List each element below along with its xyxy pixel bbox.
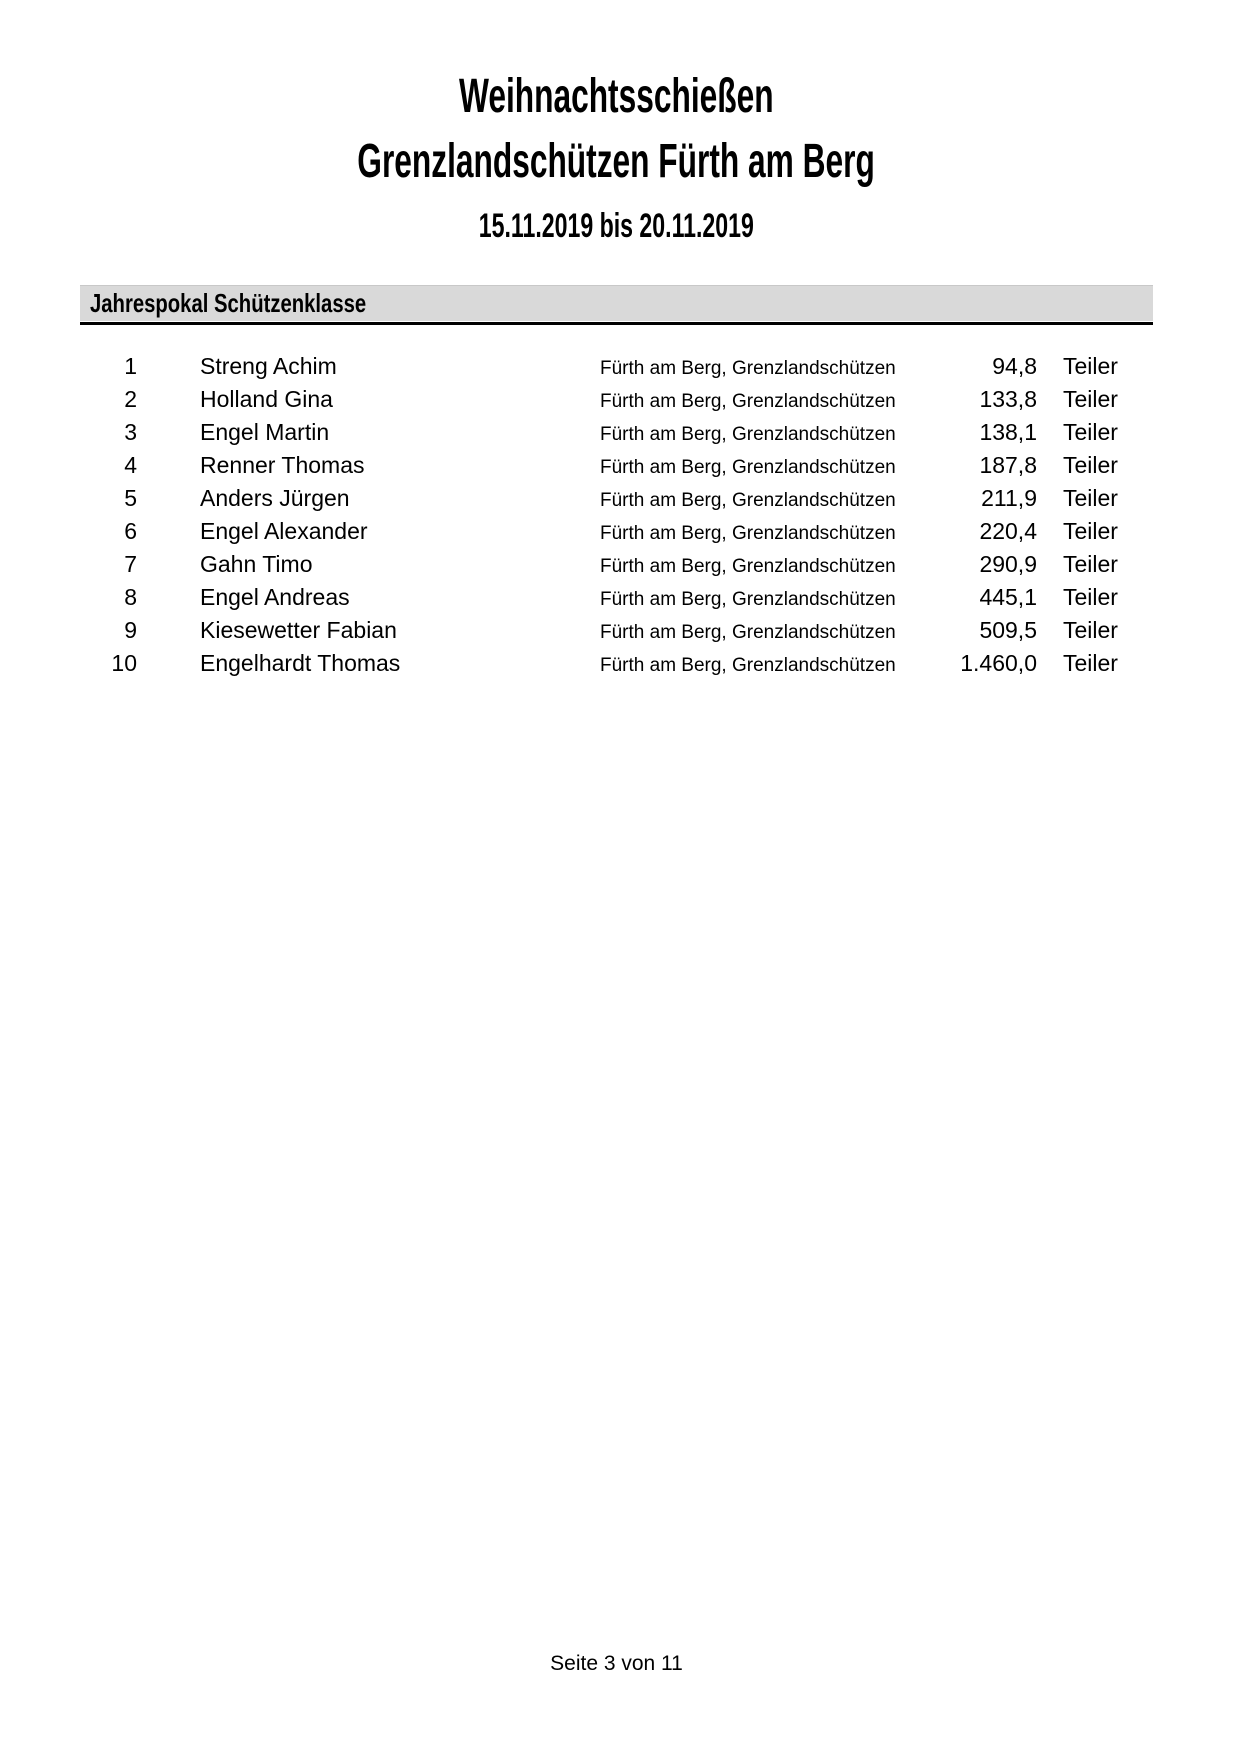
club-name: Fürth am Berg, Grenzlandschützen — [600, 556, 896, 577]
rank: 3 — [124, 419, 137, 445]
result-row — [80, 615, 1153, 648]
score-unit: Teiler — [1063, 617, 1118, 643]
result-row — [80, 648, 1153, 681]
result-row — [80, 417, 1153, 450]
section-title: Jahrespokal Schützenklasse — [90, 288, 367, 318]
rank: 6 — [124, 518, 137, 544]
results-table — [80, 351, 1153, 681]
club-name: Fürth am Berg, Grenzlandschützen — [600, 622, 896, 643]
score-value: 138,1 — [979, 419, 1037, 445]
club-name: Fürth am Berg, Grenzlandschützen — [600, 391, 896, 412]
shooter-name: Engel Alexander — [200, 518, 368, 544]
result-row — [80, 549, 1153, 582]
result-row — [80, 450, 1153, 483]
shooter-name: Kiesewetter Fabian — [200, 617, 397, 643]
score-unit: Teiler — [1063, 650, 1118, 676]
result-row — [80, 582, 1153, 615]
shooter-name: Engel Andreas — [200, 584, 350, 610]
score-unit: Teiler — [1063, 584, 1118, 610]
shooter-name: Engelhardt Thomas — [200, 650, 401, 676]
shooter-name: Renner Thomas — [200, 452, 365, 478]
shooter-name: Engel Martin — [200, 419, 330, 445]
result-row — [80, 516, 1153, 549]
score-value: 133,8 — [979, 386, 1037, 412]
event-title: Weihnachtsschießen — [459, 70, 774, 123]
rank: 8 — [124, 584, 137, 610]
score-value: 1.460,0 — [960, 650, 1037, 676]
club-name: Fürth am Berg, Grenzlandschützen — [600, 424, 896, 445]
shooter-name: Streng Achim — [200, 353, 337, 379]
score-unit: Teiler — [1063, 353, 1118, 379]
club-title-line — [80, 135, 1153, 200]
score-unit: Teiler — [1063, 419, 1118, 445]
club-name: Fürth am Berg, Grenzlandschützen — [600, 655, 896, 676]
score-value: 509,5 — [979, 617, 1037, 643]
event-title-line — [80, 70, 1153, 135]
date-range: 15.11.2019 bis 20.11.2019 — [478, 207, 755, 245]
score-value: 94,8 — [992, 353, 1037, 379]
score-value: 211,9 — [981, 485, 1037, 511]
score-unit: Teiler — [1063, 551, 1118, 577]
club-name: Fürth am Berg, Grenzlandschützen — [600, 589, 896, 610]
score-value: 220,4 — [979, 518, 1037, 544]
page-footer: Seite 3 von 11 — [550, 1652, 683, 1675]
result-row — [80, 483, 1153, 516]
result-row — [80, 384, 1153, 417]
rank: 10 — [111, 650, 137, 676]
club-name: Fürth am Berg, Grenzlandschützen — [600, 523, 896, 544]
club-name: Fürth am Berg, Grenzlandschützen — [600, 457, 896, 478]
rank: 2 — [124, 386, 137, 412]
page-content — [0, 0, 1240, 681]
section-header-bar — [80, 285, 1153, 321]
score-value: 445,1 — [979, 584, 1037, 610]
club-name: Fürth am Berg, Grenzlandschützen — [600, 490, 896, 511]
club-name: Fürth am Berg, Grenzlandschützen — [600, 358, 896, 379]
rank: 9 — [124, 617, 137, 643]
club-title: Grenzlandschützen Fürth am Berg — [357, 135, 876, 188]
result-row — [80, 351, 1153, 384]
rank: 4 — [124, 452, 137, 478]
rank: 1 — [124, 353, 137, 379]
score-value: 290,9 — [979, 551, 1037, 577]
section-divider-rule — [80, 322, 1153, 325]
shooter-name: Gahn Timo — [200, 551, 313, 577]
date-range-line — [80, 206, 1153, 253]
score-value: 187,8 — [979, 452, 1037, 478]
score-unit: Teiler — [1063, 386, 1118, 412]
score-unit: Teiler — [1063, 518, 1118, 544]
shooter-name: Anders Jürgen — [200, 485, 350, 511]
score-unit: Teiler — [1063, 485, 1118, 511]
rank: 7 — [124, 551, 137, 577]
rank: 5 — [124, 485, 137, 511]
score-unit: Teiler — [1063, 452, 1118, 478]
shooter-name: Holland Gina — [200, 386, 333, 412]
